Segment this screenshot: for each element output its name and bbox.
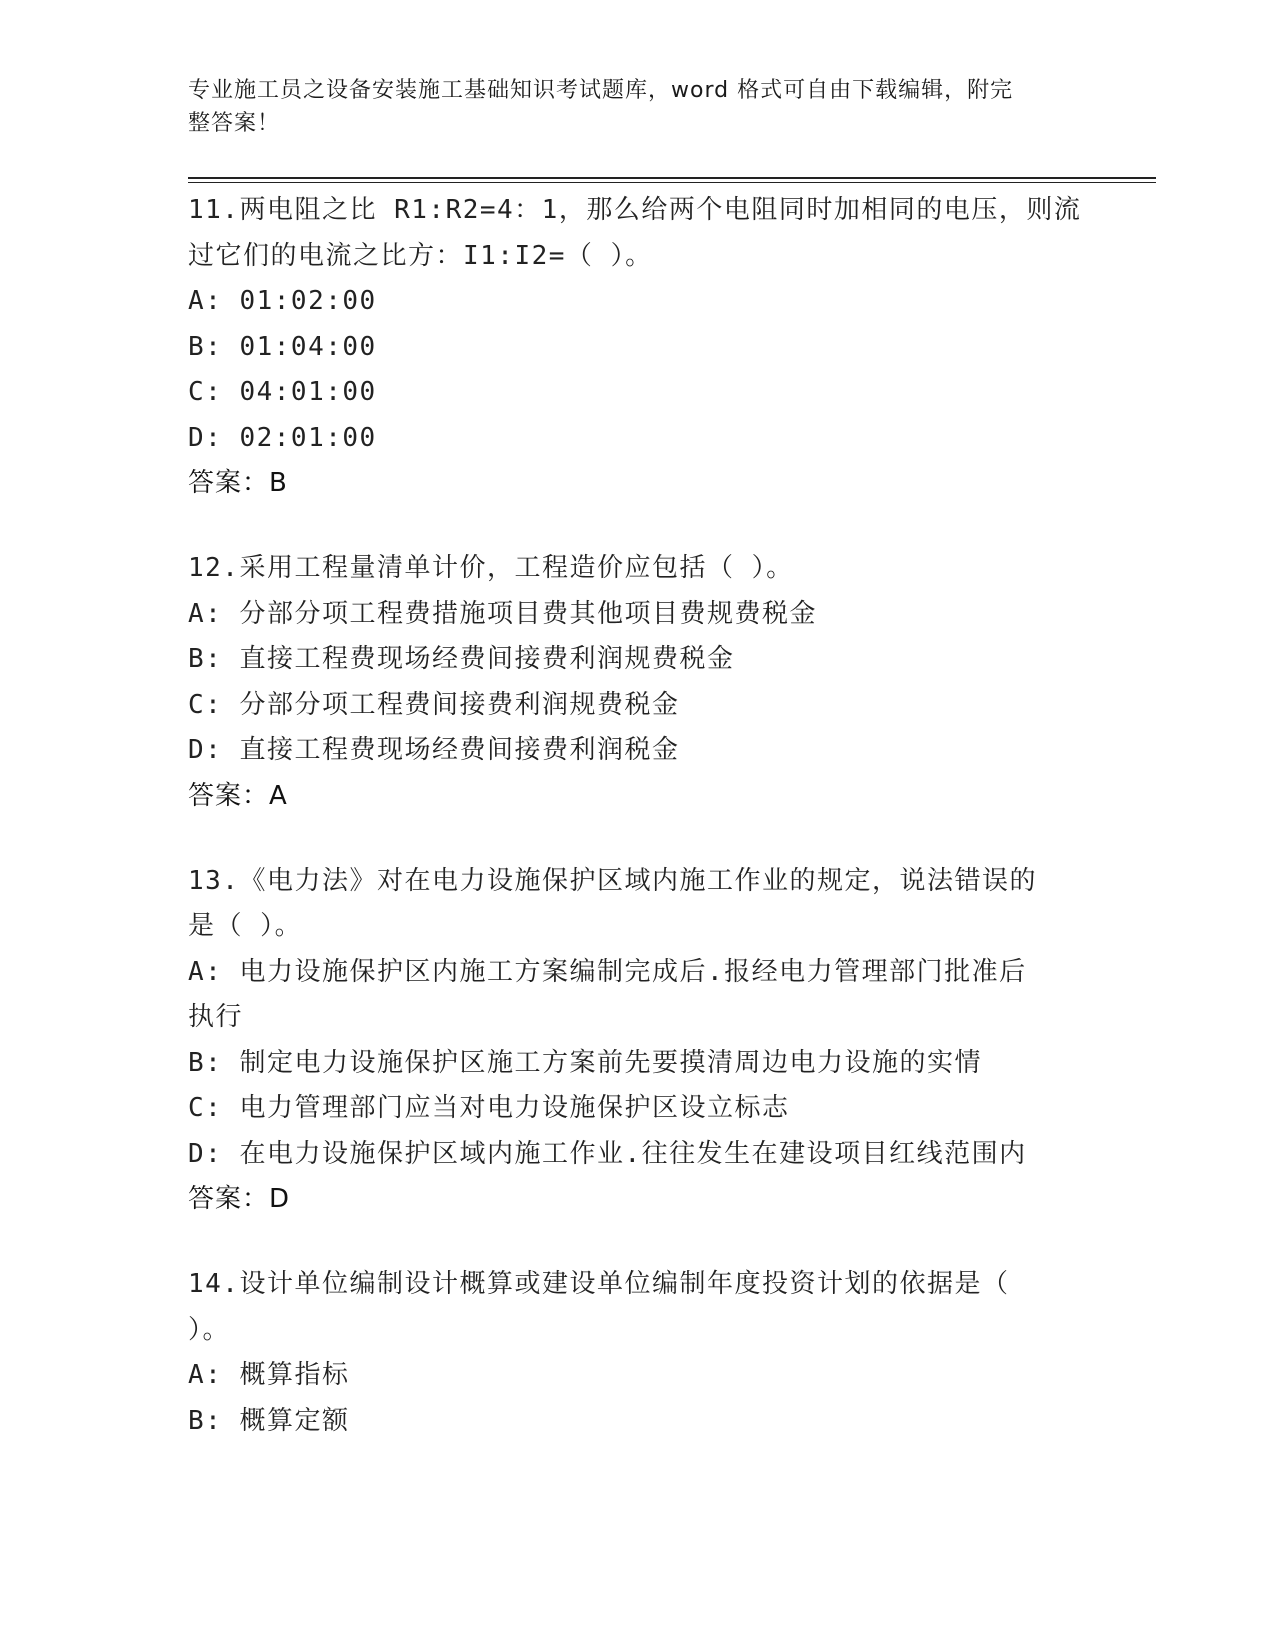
option-a: A: 分部分项工程费措施项目费其他项目费规费税金: [188, 598, 817, 629]
option-c: C: 04:01:00: [188, 377, 377, 407]
header-line-1: 专业施工员之设备安装施工基础知识考试题库，word 格式可自由下载编辑，附完: [188, 78, 1014, 103]
question-stem-line: 14.设计单位编制设计概算或建设单位编制年度投资计划的依据是（: [188, 1269, 1010, 1299]
option-b: B: 概算定额: [188, 1405, 350, 1436]
option-c: C: 分部分项工程费间接费利润规费税金: [188, 689, 680, 720]
option-d: D: 02:01:00: [188, 422, 377, 453]
answer-line: 答案：D: [188, 1184, 291, 1214]
option-b: B: 制定电力设施保护区施工方案前先要摸清周边电力设施的实情: [188, 1047, 982, 1078]
option-a: A: 概算指标: [188, 1360, 350, 1390]
question-12: [188, 546, 1088, 819]
header-divider-thin: [188, 182, 1156, 183]
question-stem-line: 12.采用工程量清单计价，工程造价应包括（ ）。: [188, 553, 794, 583]
question-stem-line: 11.两电阻之比 R1:R2=4：1，那么给两个电阻同时加相同的电压，则流: [188, 195, 1082, 225]
option-d: D: 直接工程费现场经费间接费利润税金: [188, 735, 680, 765]
option-a-continued: 执行: [188, 1002, 244, 1032]
answer-line: 答案：B: [188, 468, 288, 498]
question-stem-line: ）。: [188, 1314, 231, 1345]
option-a: A: 电力设施保护区内施工方案编制完成后.报经电力管理部门批准后: [188, 956, 1027, 987]
option-b: B: 直接工程费现场经费间接费利润规费税金: [188, 644, 735, 674]
answer-line: 答案：A: [188, 780, 288, 811]
question-stem-line: 13.《电力法》对在电力设施保护区域内施工作业的规定，说法错误的: [188, 865, 1037, 896]
document-header: [188, 74, 1068, 140]
option-c: C: 电力管理部门应当对电力设施保护区设立标志: [188, 1093, 790, 1123]
question-stem-line: 是（ ）。: [188, 911, 303, 941]
question-stem-line: 过它们的电流之比方：I1:I2=（ ）。: [188, 240, 653, 271]
option-b: B: 01:04:00: [188, 331, 377, 362]
question-13: [188, 859, 1088, 1223]
option-d: D: 在电力设施保护区域内施工作业.往往发生在建设项目红线范围内: [188, 1138, 1027, 1169]
question-14: [188, 1262, 1088, 1444]
question-list: [188, 188, 1088, 1484]
question-11: [188, 188, 1088, 506]
header-line-2: 整答案！: [188, 111, 281, 136]
option-a: A: 01:02:00: [188, 286, 377, 316]
header-divider-thick: [188, 177, 1156, 179]
